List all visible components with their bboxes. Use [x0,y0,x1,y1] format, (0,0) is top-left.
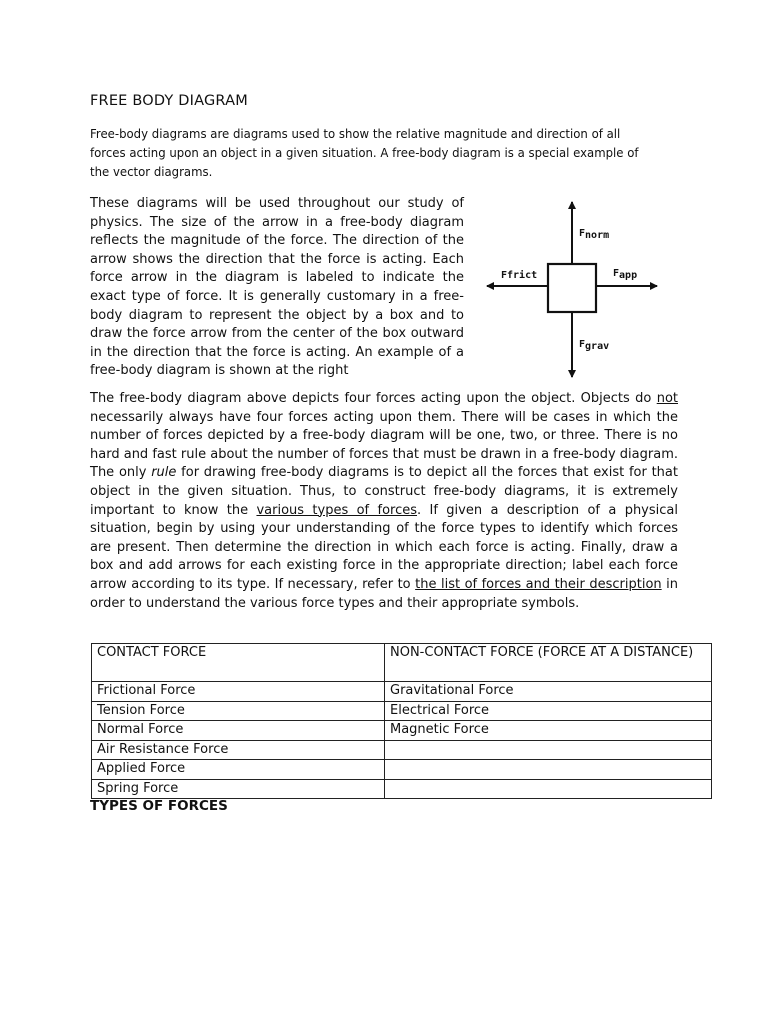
table-cell: Air Resistance Force [92,740,385,760]
table-row [92,760,712,780]
table-cell: Spring Force [92,779,385,799]
table-row [92,721,712,741]
free-body-diagram [480,195,670,385]
header-contact-force: CONTACT FORCE [92,644,385,682]
object-box [548,264,596,312]
table-cell: Gravitational Force [385,682,712,702]
table-row [92,740,712,760]
table-cell: Normal Force [92,721,385,741]
table-cell: Frictional Force [92,682,385,702]
forces-table [91,643,712,799]
table-cell [385,779,712,799]
header-non-contact-force: NON-CONTACT FORCE (FORCE AT A DISTANCE) [385,644,712,682]
label-f-app: Fapp [613,268,638,281]
table-cell: Magnetic Force [385,721,712,741]
table-row [92,779,712,799]
table-row [92,701,712,721]
table-cell [385,740,712,760]
table-cell: Electrical Force [385,701,712,721]
label-f-frict: Ffrict [501,270,538,281]
link-various-types-of-forces[interactable]: various types of forces [256,502,418,518]
label-f-grav: Fgrav [579,339,610,352]
table-row [92,682,712,702]
intro-paragraph: Free-body diagrams are diagrams used to show the relative magnitude and direction of all forces acting upon an object in a given situation. A free-body diagram is a special example of the vector diagrams. [90,126,639,179]
table-cell [385,760,712,780]
types-of-forces-heading: TYPES OF FORCES [90,798,228,814]
page-title: FREE BODY DIAGRAM [90,93,248,109]
table-cell: Applied Force [92,760,385,780]
emphasis-not: not [656,391,678,406]
table-header-row [92,644,712,682]
emphasis-rule: rule [151,465,177,481]
table-cell: Tension Force [92,701,385,721]
main-paragraph: The free-body diagram above depicts four forces acting upon the object. Objects do not necessarily always have four forces acting upon them. There will be cases in which the number of forces depicted by a free-body diagram will be one, two, or three. There is no hard and fast rule about the number of forces that must be drawn in a free-body diagram. The only rule for drawing free-body diagrams is to depict all the forces that exist for that object in the given situation. Thus, to construct free-body diagrams, it is extremely important to know the various types of forces. If given a description of a physical situation, begin by using your understanding of the force types to identify which forces are present. Then determine the direction in which each force is acting. Finally, draw a box and add arrows for each existing force in the appropriate direction; label each force arrow according to its type. If necessary, refer to the list of forces and their description in order to understand the various force types and their appropriate symbols. [90,391,678,611]
diagram-description-paragraph: These diagrams will be used throughout our study of physics. The size of the arrow in a free-body diagram reflects the magnitude of the force. The direction of the arrow shows the direction that the force is acting. Each force arrow in the diagram is labeled to indicate the exact type of force. It is generally customary in a free-body diagram to represent the object by a box and to draw the force arrow from the center of the box outward in the direction that the force is acting. An example of a free-body diagram is shown at the right [90,196,464,379]
link-list-of-forces[interactable]: the list of forces and their description [415,576,662,592]
label-f-norm: Fnorm [579,228,610,241]
